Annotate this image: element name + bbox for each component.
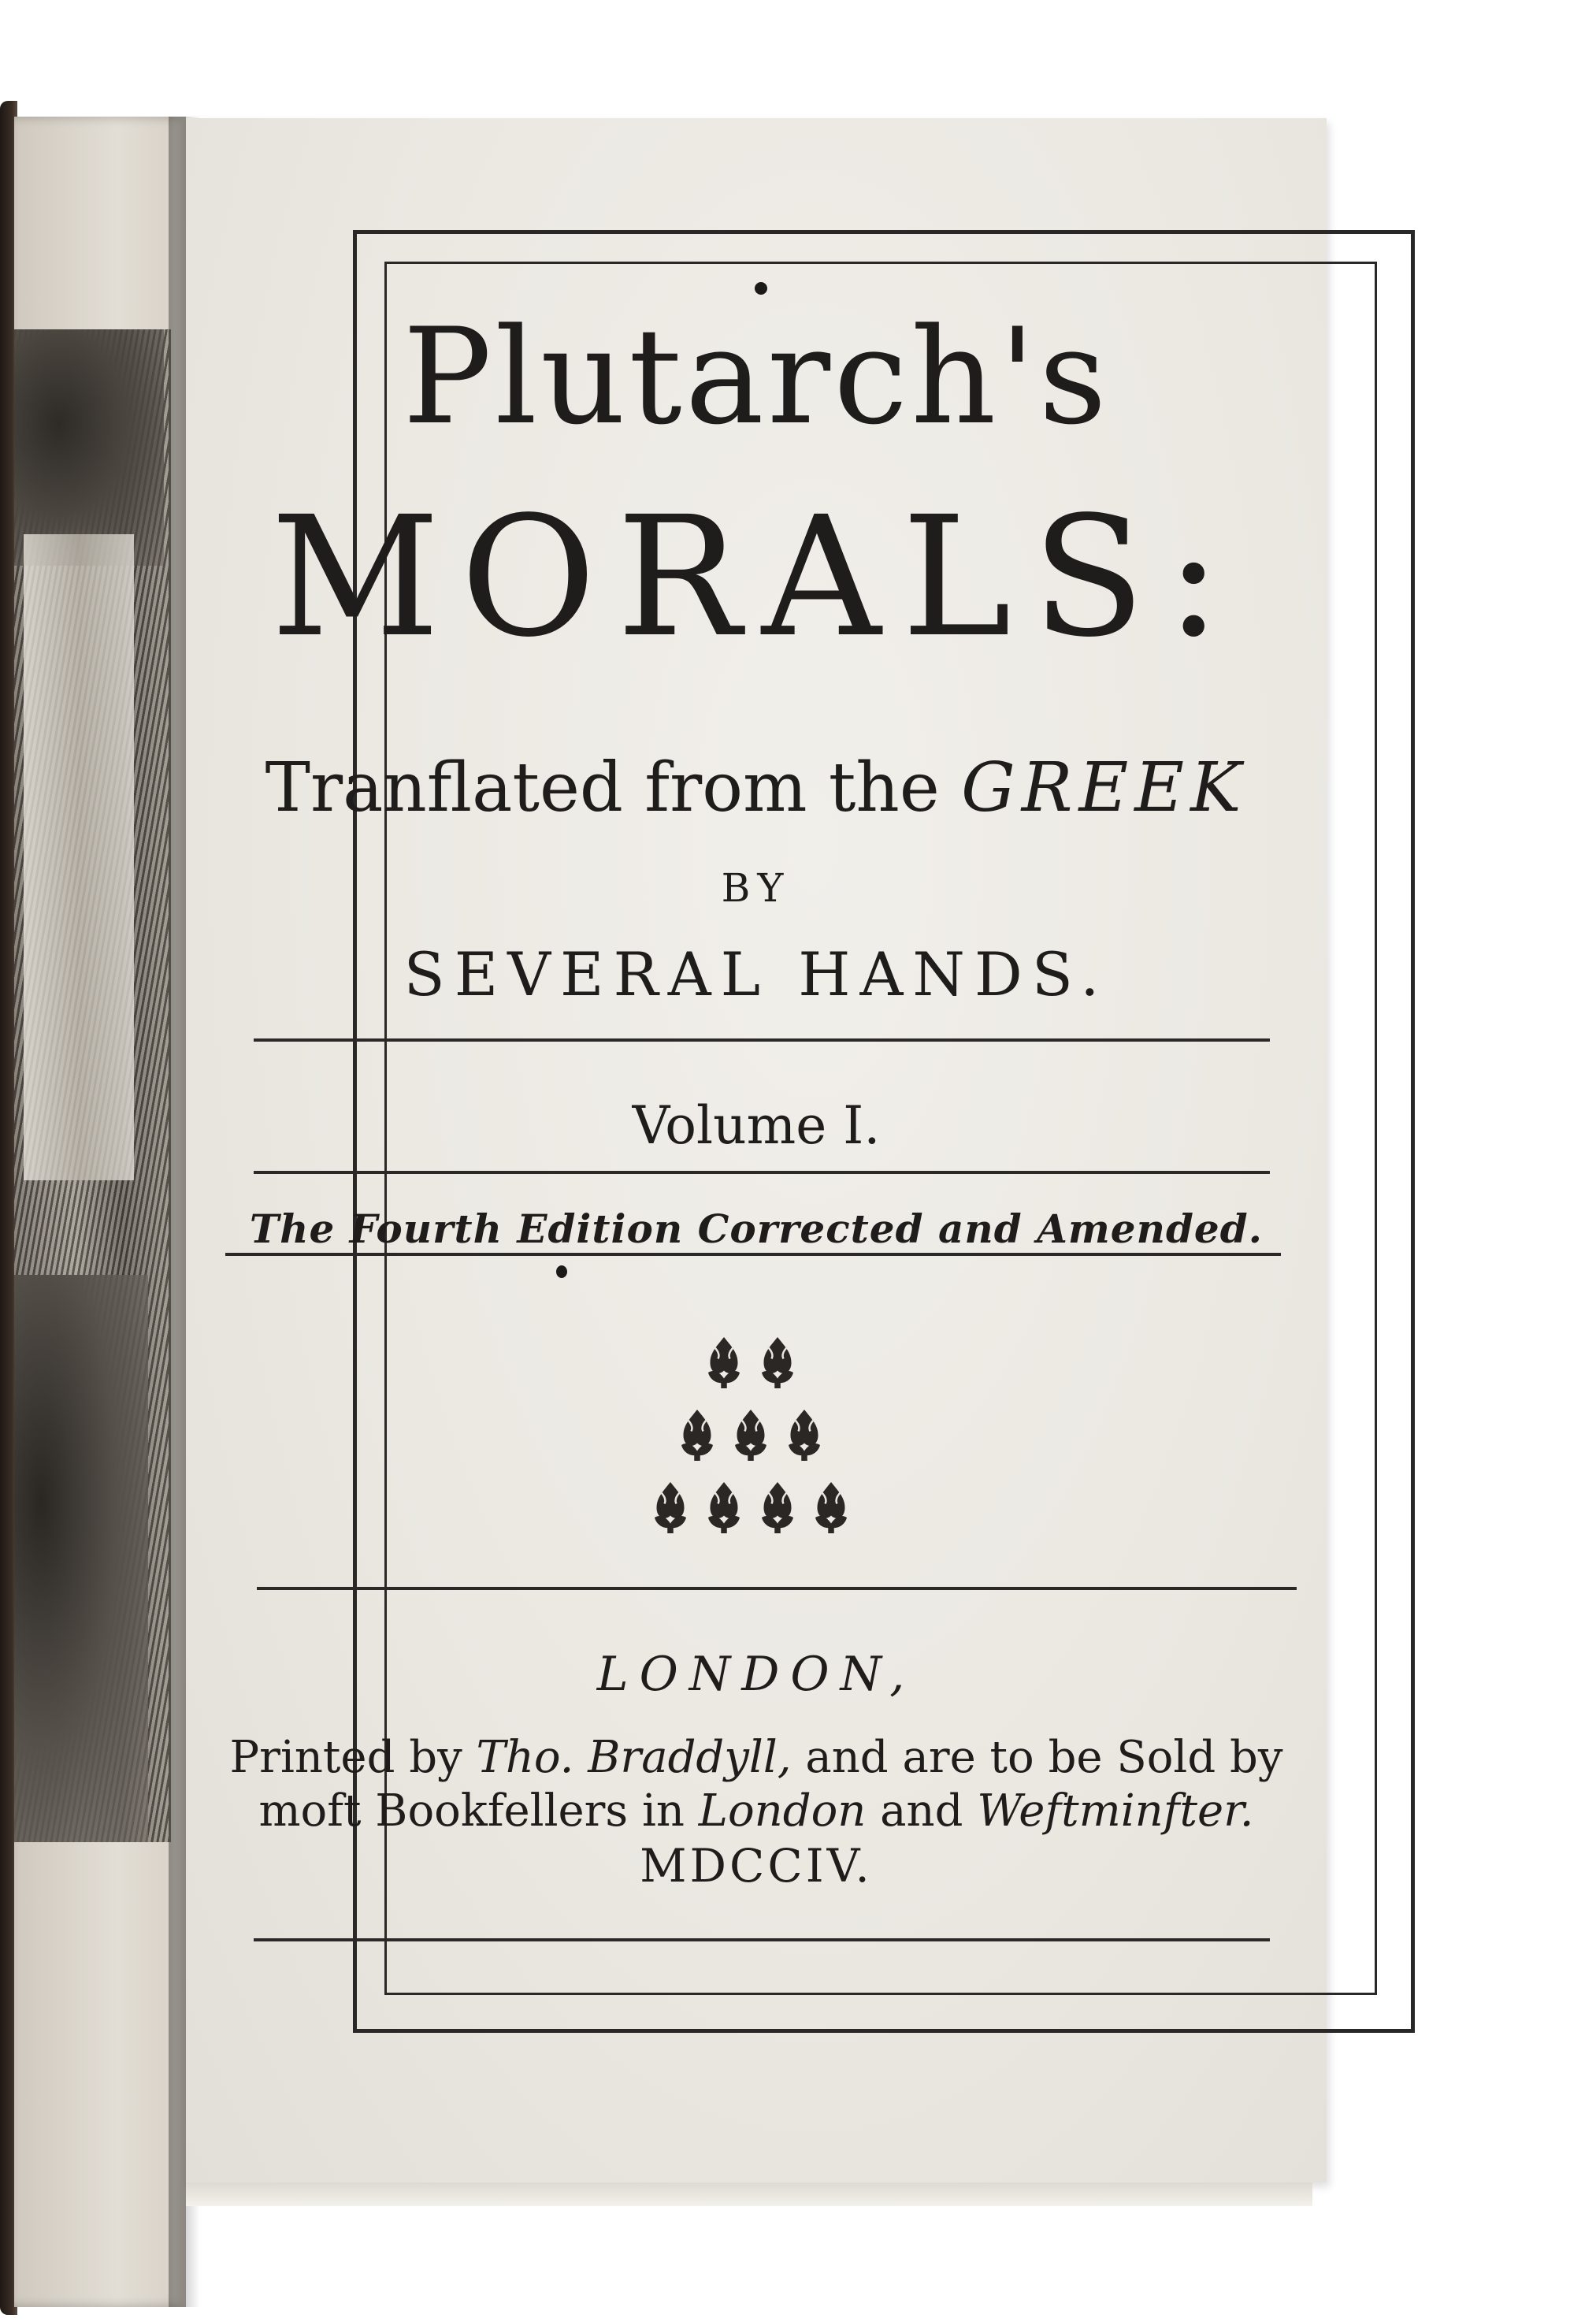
subtitle-prefix: Tranflated from the: [265, 749, 940, 827]
fleuron-ornament: [603, 1332, 919, 1560]
engraving-drape: [14, 329, 164, 566]
imprint-city-westminster: Weftminfter.: [977, 1785, 1254, 1837]
rule-bottom: [254, 1938, 1270, 1941]
rule-top: [254, 1038, 1270, 1042]
frontispiece-engraving: [14, 329, 171, 1842]
subtitle-language: GREEK: [961, 749, 1248, 827]
rule-imprint: [257, 1587, 1297, 1590]
edition-line: The Fourth Edition Corrected and Amended.: [249, 1206, 1264, 1252]
volume-line: Volume I.: [632, 1095, 881, 1156]
engraving-figure: [14, 1275, 148, 1842]
imprint-city-london: London: [698, 1785, 867, 1837]
imprint-sold-by: and are to be Sold by: [805, 1732, 1283, 1783]
engraving-pillar: [24, 534, 134, 1180]
ink-dot-small: [556, 1265, 567, 1278]
authors-line: SEVERAL HANDS.: [403, 939, 1109, 1009]
rule-lower: [225, 1253, 1281, 1256]
subtitle-translated: [186, 749, 1327, 827]
rule-middle: [254, 1171, 1270, 1174]
page-bottom-edge: [186, 2183, 1312, 2206]
imprint-printer: Tho. Braddyll,: [476, 1732, 792, 1783]
imprint-year: MDCCIV.: [640, 1839, 873, 1893]
title-morals: MORALS:: [270, 481, 1242, 674]
by-line: BY: [721, 865, 792, 911]
imprint-printed-by: Printed by: [229, 1732, 462, 1783]
imprint-and: and: [880, 1785, 963, 1837]
title-page: [186, 118, 1327, 2183]
imprint-booksellers: moft Bookfellers in: [258, 1785, 685, 1837]
imprint-place: LONDON,: [596, 1647, 916, 1702]
imprint-line-1: [186, 1732, 1327, 1783]
imprint-line-2: [186, 1785, 1327, 1837]
title-plutarch: Plutarch's: [403, 299, 1110, 454]
ink-dot: [755, 282, 767, 295]
